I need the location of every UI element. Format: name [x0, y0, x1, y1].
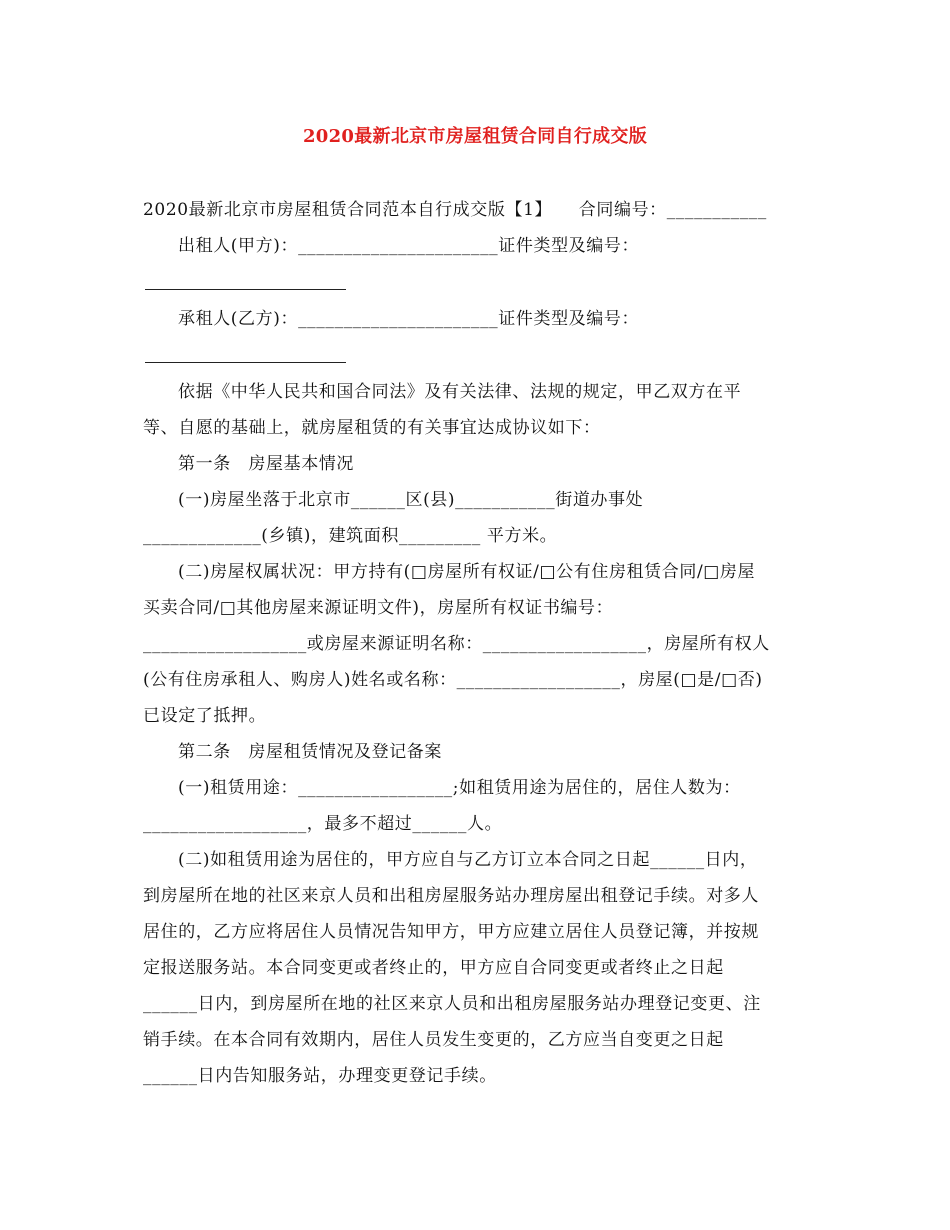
article-1-item-2-line-5: 已设定了抵押。	[143, 706, 267, 726]
preamble-line-2: 等、自愿的基础上，就房屋租赁的有关事宜达成协议如下：	[143, 418, 601, 438]
article-1-item-1-line-2: _____________(乡镇)，建筑面积_________ 平方米。	[143, 526, 558, 546]
article-1-item-2-line-4: (公有住房承租人、购房人)姓名或名称：__________________，房屋(□是/□否)	[143, 670, 763, 690]
article-2-item-2-line-1: (二)如租赁用途为居住的，甲方应自与乙方订立本合同之日起______日内，	[178, 850, 758, 870]
article-1-item-2-line-3: __________________或房屋来源证明名称：__________________，房屋所有权人	[143, 634, 770, 654]
article-1-item-2-line-2: 买卖合同/□其他房屋来源证明文件)，房屋所有权证书编号：	[143, 598, 614, 618]
lessor-id-blank-line	[145, 289, 346, 290]
article-1-item-1-line-1: (一)房屋坐落于北京市______区(县)___________街道办事处	[178, 490, 644, 510]
lessee-id-blank-line	[145, 362, 346, 363]
article-2-item-2-line-5: ______日内，到房屋所在地的社区来京人员和出租房屋服务站办理登记变更、注	[143, 994, 761, 1014]
article-2-item-2-line-6: 销手续。在本合同有效期内，居住人员发生变更的，乙方应当自变更之日起	[143, 1030, 724, 1050]
article-2-item-1-line-1: (一)租赁用途：_________________;如租赁用途为居住的，居住人数为：	[178, 778, 741, 798]
article-2-heading: 第二条 房屋租赁情况及登记备案	[178, 742, 442, 762]
article-1-heading: 第一条 房屋基本情况	[178, 454, 354, 474]
article-2-item-2-line-3: 居住的，乙方应将居住人员情况告知甲方，甲方应建立居住人员登记簿，并按规	[143, 922, 759, 942]
document-title: 2020最新北京市房屋租赁合同自行成交版	[302, 126, 648, 147]
article-2-item-2-line-4: 定报送服务站。本合同变更或者终止的，甲方应自合同变更或者终止之日起	[143, 958, 724, 978]
contract-header-line: 2020最新北京市房屋租赁合同范本自行成交版【1】 合同编号：___________	[143, 200, 767, 220]
lessor-line: 出租人(甲方)：______________________证件类型及编号：	[178, 236, 640, 256]
lessee-line: 承租人(乙方)：______________________证件类型及编号：	[178, 309, 640, 329]
article-2-item-2-line-7: ______日内告知服务站，办理变更登记手续。	[143, 1066, 497, 1086]
preamble-line-1: 依据《中华人民共和国合同法》及有关法律、法规的规定，甲乙双方在平	[178, 382, 742, 402]
article-1-item-2-line-1: (二)房屋权属状况：甲方持有(□房屋所有权证/□公有住房租赁合同/□房屋	[178, 562, 756, 582]
article-2-item-2-line-2: 到房屋所在地的社区来京人员和出租房屋服务站办理房屋出租登记手续。对多人	[143, 886, 759, 906]
article-2-item-1-line-2: __________________，最多不超过______人。	[143, 814, 503, 834]
